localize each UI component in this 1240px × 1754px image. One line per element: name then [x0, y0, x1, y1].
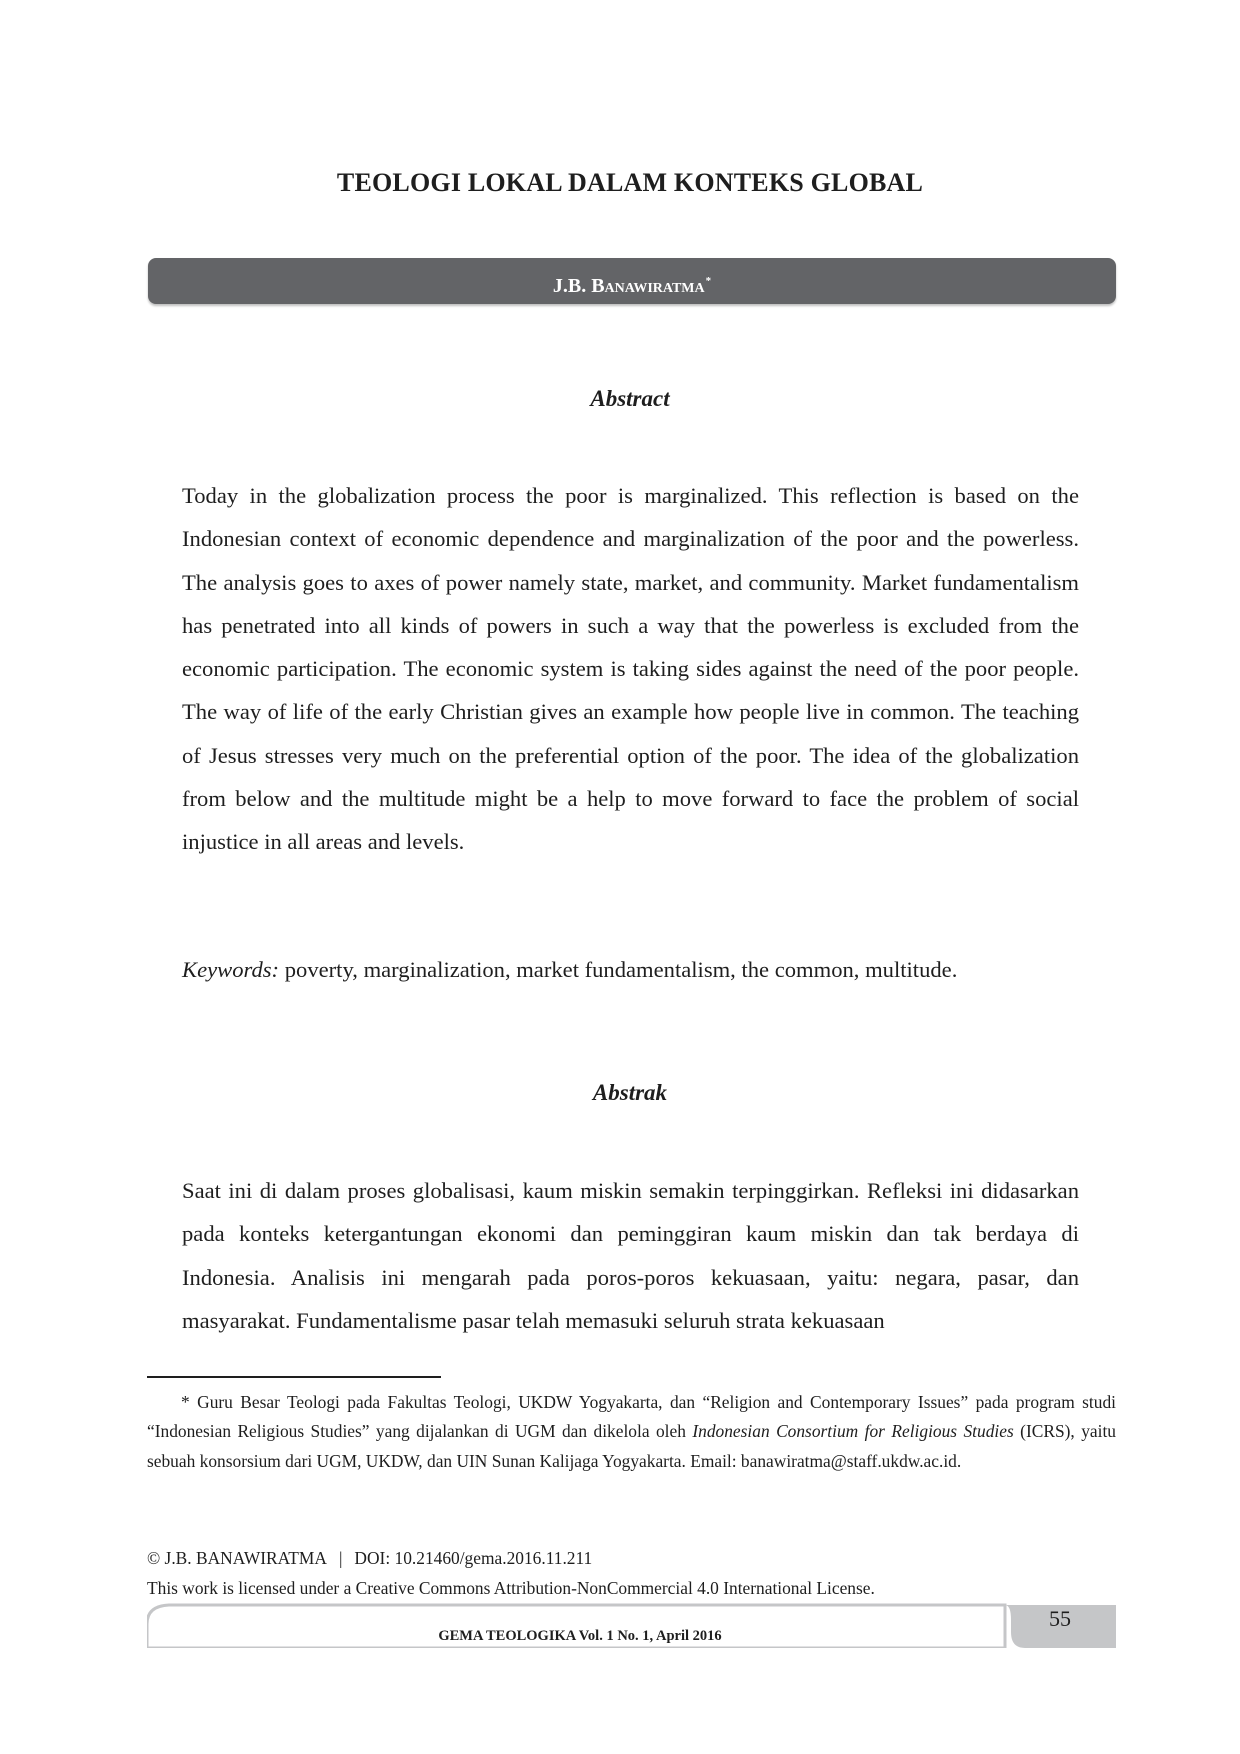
author-footnote — [147, 1388, 1116, 1476]
abstract-indonesian-text: Saat ini di dalam proses globalisasi, kaum miskin semakin terpinggirkan. Refleksi ini didasarkan pada konteks ketergantungan ekonomi dan peminggiran kaum miskin dan tak berdaya di Indonesia. Analisis ini mengarah pada poros-poros kekuasaan, yaitu: negara, pasar, dan masyarakat. Fundamentalisme pasar telah memasuki seluruh strata kekuasaan — [182, 1178, 1079, 1333]
paper-title: TEOLOGI LOKAL DALAM KONTEKS GLOBAL — [336, 168, 924, 197]
page-number: 55 — [1049, 1606, 1071, 1631]
author-name: J.B. Banawiratma — [552, 275, 705, 297]
footnote-marker: * — [181, 1392, 190, 1412]
journal-citation: GEMA TEOLOGIKA Vol. 1 No. 1, April 2016 — [438, 1628, 722, 1644]
footnote-italic-consortium: Indonesian Consortium for Religious Studies — [692, 1421, 1014, 1442]
abstract-heading: Abstract — [590, 386, 670, 411]
footnote-text-2: (ICRS), yaitu sebuah konsorsium dari UGM, UKDW, dan UIN Sunan Kalijaga Yogyakarta. Email: banawiratma@staff.ukdw.ac.id. — [147, 1421, 1116, 1471]
license-block — [147, 1544, 1116, 1603]
copyright-text: © J.B. BANAWIRATMA — [147, 1548, 327, 1568]
keywords-list: poverty, marginalization, market fundamentalism, the common, multitude. — [284, 957, 958, 982]
copyright-doi-line — [147, 1544, 1116, 1574]
author-footnote-marker: * — [705, 275, 712, 287]
separator: | — [338, 1548, 343, 1568]
footnote-divider — [147, 1376, 441, 1378]
author-banner — [148, 258, 1116, 304]
footnote-text-1: Guru Besar Teologi pada Fakultas Teologi, UKDW Yogyakarta, dan “Religion and Contemporary Issues” pada program studi “Indonesian Religious Studies” yang dijalankan di UGM dan dikelola oleh — [147, 1392, 1116, 1442]
doi-text: DOI: 10.21460/gema.2016.11.211 — [354, 1548, 593, 1568]
keywords-label: Keywords: — [182, 957, 280, 982]
abstrak-heading: Abstrak — [592, 1080, 668, 1105]
keywords-line — [182, 957, 957, 983]
abstract-english-text: Today in the globalization process the poor is marginalized. This reflection is based on the Indonesian context of economic dependence and marginalization of the poor and the powerless. The analysis goes to axes of power namely state, market, and community. Market fundamentalism has penetrated into all kinds of powers in such a way that the powerless is excluded from the economic participation. The economic system is taking sides against the need of the poor people. The way of life of the early Christian gives an example how people live in common. The teaching of Jesus stresses very much on the preferential option of the poor. The idea of the globalization from below and the multitude might be a help to move forward to face the problem of social injustice in all areas and levels. — [182, 483, 1079, 855]
license-statement: This work is licensed under a Creative Commons Attribution-NonCommercial 4.0 International License. — [147, 1577, 875, 1598]
